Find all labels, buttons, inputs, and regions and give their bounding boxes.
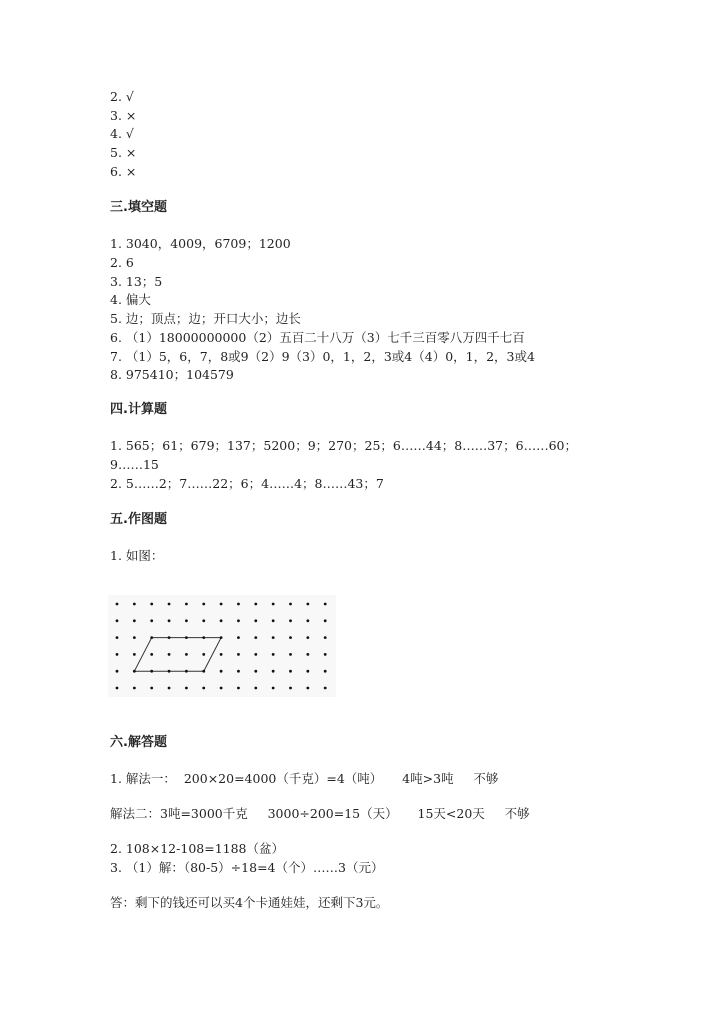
grid-dot (185, 636, 188, 639)
answer-line: 3. × (110, 108, 137, 123)
answer-line: 答：剩下的钱还可以买4个卡通娃娃，还剩下3元。 (110, 895, 389, 910)
grid-dot (237, 653, 240, 656)
grid-dot (185, 670, 188, 673)
grid-dot (306, 603, 309, 606)
grid-dot (202, 670, 205, 673)
grid-dot (150, 619, 153, 622)
grid-dot (289, 636, 292, 639)
grid-dot (168, 670, 171, 673)
answer-line: 6. （1）18000000000（2）五百二十八万（3）七千三百零八万四千七百 (110, 330, 525, 345)
grid-dot (220, 653, 223, 656)
grid-dot (202, 603, 205, 606)
grid-dot (220, 636, 223, 639)
grid-dot (220, 619, 223, 622)
grid-dot (272, 603, 275, 606)
grid-dot (324, 603, 327, 606)
grid-dot (306, 619, 309, 622)
answer-line: 3. （1）解：（80-5）÷18=4（个）……3（元） (110, 860, 384, 875)
answer-line: 2. 6 (110, 255, 134, 270)
grid-dot (220, 687, 223, 690)
grid-dot (150, 653, 153, 656)
answer-line: 4. 偏大 (110, 292, 151, 307)
section-heading: 五.作图题 (110, 512, 167, 527)
answer-line: 4. √ (110, 126, 134, 141)
section-heading: 三.填空题 (110, 200, 167, 215)
grid-dot (237, 670, 240, 673)
answer-line: 3. 13；5 (110, 274, 163, 289)
grid-dot (133, 619, 136, 622)
grid-dot (116, 636, 119, 639)
grid-dot (254, 603, 257, 606)
grid-dot (254, 636, 257, 639)
answer-line: 解法二：3吨=3000千克 3000÷200=15（天） 15天<20天 不够 (110, 806, 530, 821)
grid-dot (168, 619, 171, 622)
grid-dot (289, 687, 292, 690)
grid-background (108, 595, 336, 697)
grid-dot (289, 670, 292, 673)
grid-dot (202, 687, 205, 690)
grid-dot (272, 687, 275, 690)
grid-dot (289, 603, 292, 606)
grid-dot (272, 670, 275, 673)
grid-dot (133, 653, 136, 656)
grid-dot (116, 603, 119, 606)
grid-dot (168, 653, 171, 656)
grid-dot (133, 603, 136, 606)
grid-dot (116, 687, 119, 690)
grid-dot (289, 653, 292, 656)
grid-dot (272, 636, 275, 639)
grid-dot (237, 603, 240, 606)
grid-dot (237, 619, 240, 622)
grid-dot (150, 687, 153, 690)
grid-dot (150, 603, 153, 606)
grid-dot (237, 636, 240, 639)
answer-line: 2. √ (110, 89, 134, 104)
grid-dot (254, 653, 257, 656)
grid-dot (185, 687, 188, 690)
answer-line: 2. 108×12-108=1188（盆） (110, 841, 285, 856)
section-heading: 四.计算题 (110, 402, 167, 417)
grid-dot (254, 670, 257, 673)
grid-dot (324, 619, 327, 622)
grid-dot (306, 670, 309, 673)
grid-dot (220, 670, 223, 673)
grid-dot (185, 619, 188, 622)
grid-dot (306, 653, 309, 656)
answer-line: 2. 5……2；7……22；6；4……4；8……43；7 (110, 476, 384, 491)
grid-dot (168, 636, 171, 639)
grid-dot (150, 636, 153, 639)
grid-dot (133, 687, 136, 690)
grid-dot (324, 636, 327, 639)
answer-line: 9……15 (110, 457, 159, 472)
section-heading: 六.解答题 (110, 735, 167, 750)
grid-dot (254, 687, 257, 690)
grid-dot (133, 670, 136, 673)
answer-line: 1. 解法一： 200×20=4000（千克）=4（吨） 4吨>3吨 不够 (110, 771, 499, 786)
grid-dot (202, 619, 205, 622)
dot-grid-figure (108, 595, 336, 697)
grid-dot (133, 636, 136, 639)
grid-dot (220, 603, 223, 606)
answer-line: 1. 565；61；679；137；5200；9；270；25；6……44；8……37；6……60； (110, 438, 577, 453)
answer-line: 7. （1）5，6，7，8或9（2）9（3）0，1，2，3或4（4）0，1，2，3或4 (110, 349, 535, 364)
answer-line: 6. × (110, 164, 137, 179)
grid-dot (254, 619, 257, 622)
answer-line: 1. 3040，4009，6709；1200 (110, 236, 291, 251)
grid-dot (116, 619, 119, 622)
answer-line: 8. 975410；104579 (110, 367, 234, 382)
grid-dot (272, 653, 275, 656)
grid-dot (116, 653, 119, 656)
grid-dot (185, 653, 188, 656)
answer-line: 5. × (110, 145, 137, 160)
grid-dot (150, 670, 153, 673)
grid-dot (306, 636, 309, 639)
grid-dot (185, 603, 188, 606)
grid-dot (272, 619, 275, 622)
grid-dot (324, 653, 327, 656)
grid-dot (289, 619, 292, 622)
grid-dot (202, 636, 205, 639)
grid-dot (306, 687, 309, 690)
grid-dot (237, 687, 240, 690)
grid-dot (202, 653, 205, 656)
grid-dot (116, 670, 119, 673)
grid-dot (324, 670, 327, 673)
grid-dot (168, 687, 171, 690)
answer-line: 1. 如图： (110, 548, 164, 563)
grid-dot (324, 687, 327, 690)
grid-dot (168, 603, 171, 606)
answer-line: 5. 边；顶点；边；开口大小；边长 (110, 311, 301, 326)
